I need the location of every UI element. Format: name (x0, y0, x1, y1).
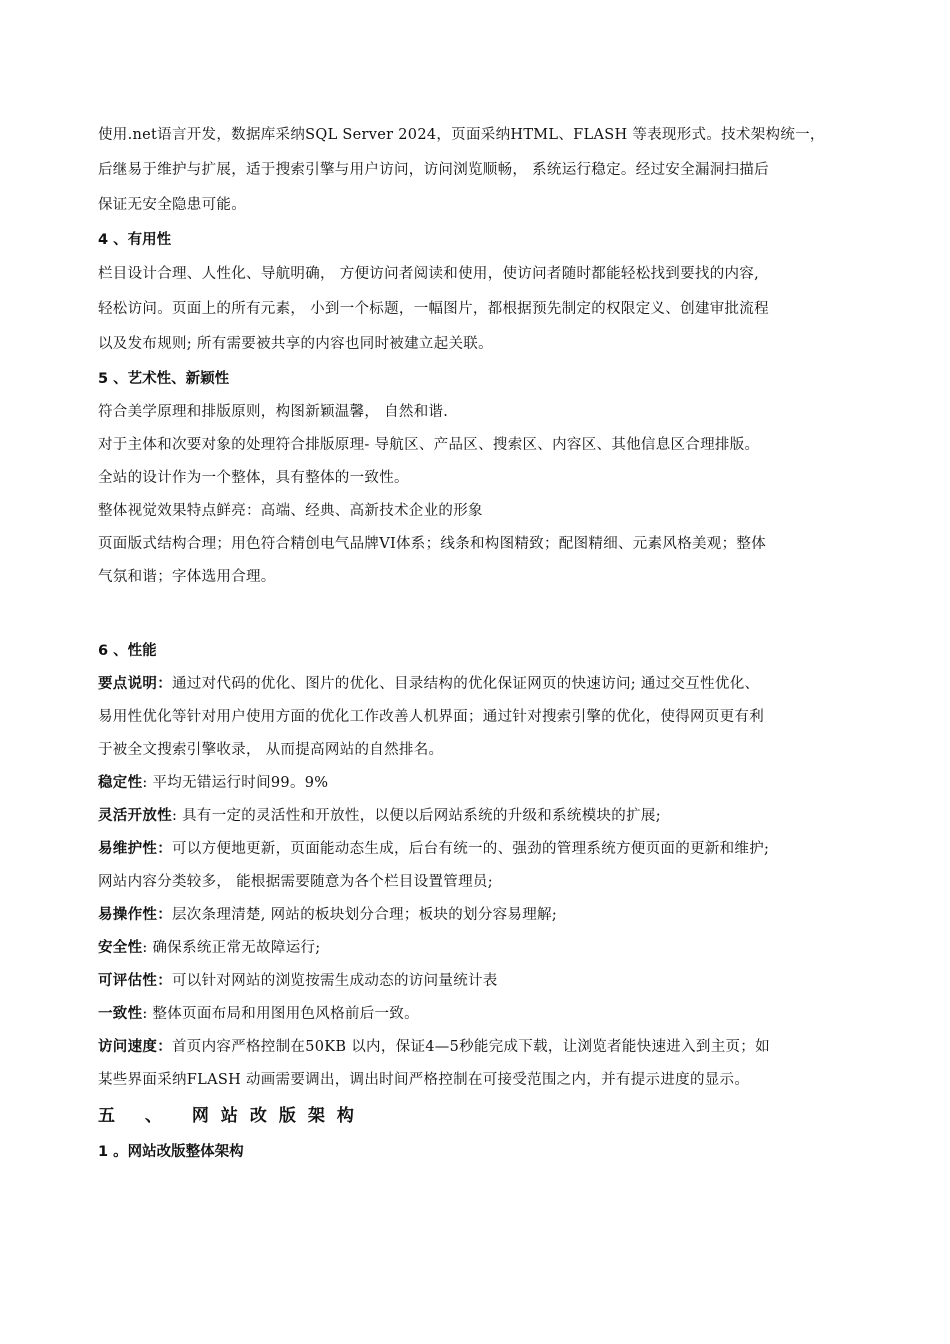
performance-line (98, 668, 868, 701)
performance-line (98, 767, 868, 800)
performance-text: 可以方便地更新，页面能动态生成，后台有统一的、强劲的管理系统方便页面的更新和维护; (172, 841, 770, 857)
performance-line (98, 1064, 868, 1097)
performance-line (98, 965, 868, 998)
performance-line (98, 899, 868, 932)
paragraph-artistry-6: 气氛和谐；字体选用合理。 (98, 569, 276, 585)
performance-term: 易操作性： (98, 907, 172, 923)
performance-term: 要点说明： (98, 676, 172, 692)
performance-term: 安全性 (98, 940, 143, 956)
paragraph-artistry-4: 整体视觉效果特点鲜亮：高端、经典、高新技术企业的形象 (98, 503, 483, 519)
performance-line (98, 866, 868, 899)
section-heading-artistry: 5 、艺术性、新颖性 (98, 371, 230, 387)
performance-term: 一致性 (98, 1006, 143, 1022)
performance-text: : 平均无错运行时间99。9% (142, 775, 329, 791)
paragraph-artistry-3: 全站的设计作为一个整体，具有整体的一致性。 (98, 470, 409, 486)
performance-term: 稳定性 (98, 775, 143, 791)
performance-term: 访问速度： (98, 1039, 172, 1055)
performance-term: 灵活开放性 (98, 808, 172, 824)
performance-line (98, 701, 868, 734)
performance-line (98, 833, 868, 866)
performance-text: : 确保系统正常无故障运行; (142, 940, 321, 956)
performance-text: 某些界面采纳FLASH 动画需要调出，调出时间严格控制在可接受范围之内，并有提示进度的显示。 (98, 1072, 750, 1088)
performance-line (98, 1031, 868, 1064)
paragraph-artistry-5: 页面版式结构合理；用色符合精创电气品牌VI体系；线条和构图精致；配图精细、元素风格美观；整体 (98, 536, 766, 552)
performance-term: 易维护性： (98, 841, 172, 857)
paragraph-tech-2: 后继易于维护与扩展，适于搜索引擎与用户访问，访问浏览顺畅， 系统运行稳定。经过安全漏洞扫描后 (98, 162, 769, 178)
performance-text: 可以针对网站的浏览按需生成动态的访问量统计表 (172, 973, 498, 989)
blank-spacer (98, 594, 868, 634)
performance-text: 易用性优化等针对用户使用方面的优化工作改善人机界面；通过针对搜索引擎的优化，使得网页更有利 (98, 709, 764, 725)
sub-heading-architecture: 1 。网站改版整体架构 (98, 1144, 244, 1160)
performance-text: 通过对代码的优化、图片的优化、目录结构的优化保证网页的快速访问; 通过交互性优化、 (172, 676, 760, 692)
performance-text: 于被全文搜索引擎收录， 从而提高网站的自然排名。 (98, 742, 444, 758)
performance-text: 网站内容分类较多， 能根据需要随意为各个栏目设置管理员; (98, 874, 493, 890)
document-page (98, 118, 868, 1169)
paragraph-usefulness-2: 轻松访问。页面上的所有元素， 小到一个标题，一幅图片，都根据预先制定的权限定义、创建审批流程 (98, 301, 769, 317)
performance-text: : 整体页面布局和用图用色风格前后一致。 (142, 1006, 419, 1022)
performance-text: 首页内容严格控制在50KB 以内，保证4—5秒能完成下载，让浏览者能快速进入到主页；如 (172, 1039, 770, 1055)
paragraph-usefulness-1: 栏目设计合理、人性化、导航明确， 方便访问者阅读和使用，使访问者随时都能轻松找到要找的内容, (98, 266, 760, 282)
section-heading-usefulness: 4 、有用性 (98, 232, 172, 248)
paragraph-artistry-2: 对于主体和次要对象的处理符合排版原理- 导航区、产品区、搜索区、内容区、其他信息区合理排版。 (98, 437, 760, 453)
performance-line (98, 932, 868, 965)
section-heading-performance: 6 、性能 (98, 643, 157, 659)
performance-line (98, 734, 868, 767)
performance-term: 可评估性： (98, 973, 172, 989)
performance-line (98, 800, 868, 833)
paragraph-artistry-1: 符合美学原理和排版原则，构图新颖温馨， 自然和谐. (98, 404, 449, 420)
chapter-title: 五 、 网站改版架构 (98, 1106, 366, 1126)
performance-text: : 具有一定的灵活性和开放性，以便以后网站系统的升级和系统模块的扩展; (172, 808, 661, 824)
performance-text: 层次条理清楚, 网站的板块划分合理；板块的划分容易理解; (172, 907, 558, 923)
performance-line (98, 998, 868, 1031)
paragraph-tech-1: 使用.net语言开发，数据库采纳SQL Server 2024，页面采纳HTML、FLASH 等表现形式。技术架构统一， (98, 127, 825, 143)
paragraph-usefulness-3: 以及发布规则; 所有需要被共享的内容也同时被建立起关联。 (98, 336, 493, 352)
paragraph-tech-3: 保证无安全隐患可能。 (98, 197, 246, 213)
